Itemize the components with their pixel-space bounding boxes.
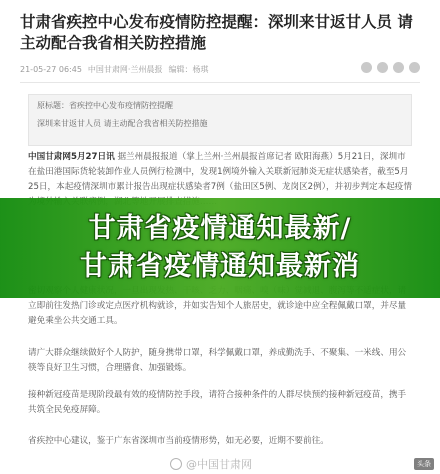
source-box-line2: 深圳来甘返甘人员 请主动配合我省相关防控措施: [37, 119, 208, 128]
banner-line-1: 甘肃省疫情通知最新/: [88, 213, 352, 244]
article-editor: 编辑：杨琪: [168, 64, 209, 74]
watermark: [170, 456, 252, 472]
article-source: 中国甘肃网·兰州晨报: [87, 64, 163, 74]
wechat-icon[interactable]: [377, 62, 388, 73]
article-meta: [20, 62, 420, 76]
paragraph-2: 立即前往发热门诊或定点医疗机构就诊，并如实告知个人旅居史，就诊途中应全程佩戴口罩，并尽量避免乘坐公共交通工具。: [28, 301, 407, 326]
banner-line-2: 甘肃省疫情通知最新消: [80, 251, 360, 282]
source-box-line1: 原标题：省疾控中心发布疫情防控提醒: [37, 101, 173, 110]
qzone-icon[interactable]: [393, 62, 404, 73]
title-banner: [0, 198, 440, 298]
weibo-icon[interactable]: [361, 62, 372, 73]
paragraph-4: 接种新冠疫苗是现阶段最有效的疫情防控手段，请符合接种条件的人群尽快预约接种新冠疫苗，携手共筑全民免疫屏障。: [28, 390, 407, 415]
article-title: 甘肃省疾控中心发布疫情防控提醒：深圳来甘返甘人员 请主动配合我省相关防控措施: [20, 13, 413, 52]
publish-date: 21-05-27 06:45: [20, 64, 82, 74]
share-bar: [361, 62, 420, 73]
paragraph-1-text: 据兰州晨报报道（掌上兰州·兰州晨报首席记者 欧阳海燕）5月21日，深圳市在盐田港国际货轮装卸作业人员例行检测中，发现1例境外输入关联新冠肺炎无症状感染者，截至5月25日，本起疫情深圳市累计报告出现症状感染者7例（盐田区5例、龙岗区2例），并初步判定本起疫情: [28, 152, 412, 192]
paragraph-lead: 中国甘肃网5月27日讯: [28, 152, 115, 162]
paragraph-3: 请广大群众继续做好个人防护，随身携带口罩，科学佩戴口罩，养成勤洗手、不聚集、一米线、用公筷等良好卫生习惯，合理膳食、加强锻炼。: [28, 348, 407, 373]
more-icon[interactable]: [409, 62, 420, 73]
corner-tag: 头条: [414, 458, 434, 470]
source-box: [28, 94, 412, 146]
divider: [20, 82, 420, 83]
paragraph-5: 省疾控中心建议，鉴于广东省深圳市当前疫情形势，如无必要，近期不要前往。: [28, 436, 329, 446]
watermark-text: @中国甘肃网: [186, 458, 252, 471]
watermark-logo-icon: [170, 458, 182, 470]
